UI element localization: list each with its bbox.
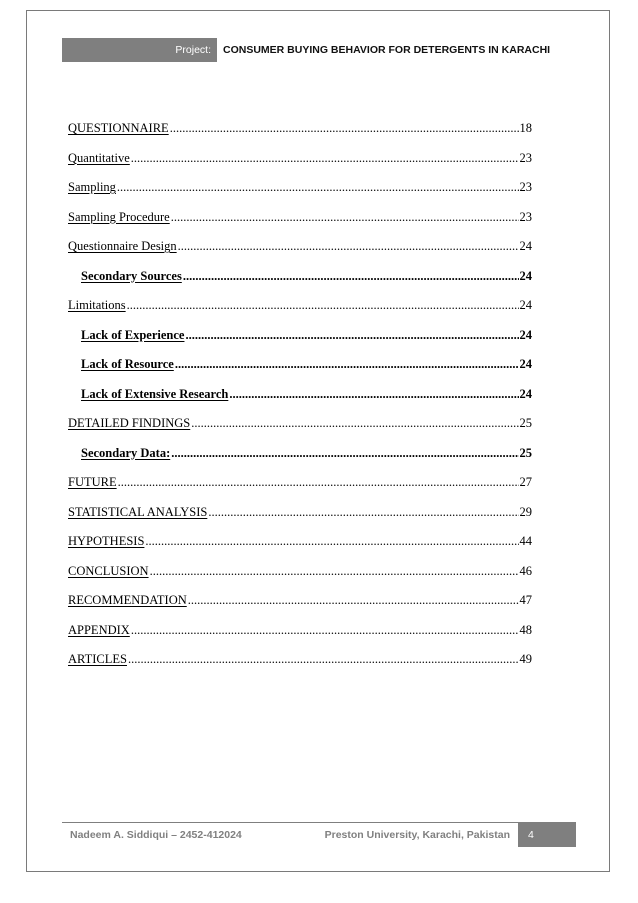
toc-entry-title[interactable]: Sampling [68, 180, 116, 194]
toc-entry-title[interactable]: STATISTICAL ANALYSIS [68, 504, 208, 519]
toc-leader-dots [150, 564, 519, 579]
toc-entry[interactable] [68, 416, 532, 446]
toc-entry[interactable] [68, 564, 532, 594]
toc-entry-title[interactable]: DETAILED FINDINGS [68, 416, 191, 430]
toc-entry-page: 24 [519, 386, 532, 401]
toc-entry-page: 23 [519, 150, 532, 165]
toc-entry[interactable] [68, 239, 532, 269]
toc-leader-dots [171, 446, 518, 461]
footer-page-number: 4 [518, 823, 576, 847]
toc-entry[interactable] [68, 623, 532, 653]
toc-entry[interactable] [68, 505, 532, 535]
toc-entry-title[interactable]: Limitations [68, 298, 126, 312]
toc-entry-page: 25 [519, 416, 532, 430]
toc-leader-dots [178, 239, 519, 254]
footer-author: Nadeem A. Siddiqui – 2452-412024 [70, 829, 242, 841]
toc-entry-page: 18 [519, 121, 532, 135]
toc-entry-page: 24 [519, 327, 532, 342]
toc-leader-dots [188, 593, 519, 608]
toc-entry-title[interactable]: Secondary Sources [81, 268, 182, 283]
toc-entry-page: 47 [519, 593, 532, 607]
toc-entry-page: 46 [519, 563, 532, 578]
toc-entry-page: 24 [519, 268, 532, 283]
toc-leader-dots [117, 180, 519, 195]
toc-leader-dots [131, 151, 519, 166]
toc-entry-title[interactable]: Lack of Experience [81, 327, 185, 342]
toc-entry-page: 49 [519, 652, 532, 666]
toc-entry-title[interactable]: APPENDIX [68, 622, 130, 637]
toc-entry-title[interactable]: Questionnaire Design [68, 239, 177, 253]
toc-entry-page: 24 [519, 357, 532, 371]
toc-leader-dots [127, 298, 519, 313]
toc-entry-title[interactable]: ARTICLES [68, 652, 127, 666]
toc-leader-dots [229, 387, 518, 402]
toc-leader-dots [145, 534, 518, 549]
toc-entry-title[interactable]: Quantitative [68, 150, 130, 165]
page-header [62, 38, 576, 62]
toc-entry[interactable] [68, 151, 532, 181]
toc-entry[interactable] [68, 328, 532, 358]
footer-institution: Preston University, Karachi, Pakistan [324, 829, 510, 841]
toc-entry[interactable] [68, 387, 532, 417]
toc-leader-dots [175, 357, 519, 372]
toc-entry[interactable] [68, 652, 532, 682]
toc-entry-page: 44 [519, 534, 532, 548]
toc-entry-page: 24 [519, 298, 532, 312]
toc-entry-page: 23 [519, 209, 532, 224]
toc-leader-dots [118, 475, 519, 490]
toc-entry-title[interactable]: QUESTIONNAIRE [68, 121, 169, 135]
toc-leader-dots [131, 623, 519, 638]
toc-entry[interactable] [68, 298, 532, 328]
toc-entry-title[interactable]: Lack of Extensive Research [81, 386, 229, 401]
toc-entry-page: 29 [519, 504, 532, 519]
toc-entry[interactable] [68, 446, 532, 476]
toc-entry[interactable] [68, 269, 532, 299]
toc-leader-dots [183, 269, 519, 284]
toc-entry-page: 25 [519, 445, 532, 460]
toc-entry-title[interactable]: Secondary Data: [81, 445, 171, 460]
toc-entry-title[interactable]: CONCLUSION [68, 563, 149, 578]
toc-entry[interactable] [68, 475, 532, 505]
toc-entry-page: 48 [519, 622, 532, 637]
toc-entry-page: 27 [519, 475, 532, 489]
toc-entry-title[interactable]: FUTURE [68, 475, 117, 489]
header-project-label: Project: [62, 38, 217, 62]
toc-leader-dots [171, 210, 519, 225]
toc-entry-title[interactable]: Lack of Resource [81, 357, 174, 371]
toc-entry[interactable] [68, 534, 532, 564]
toc-leader-dots [185, 328, 518, 343]
table-of-contents [68, 121, 532, 682]
toc-leader-dots [191, 416, 518, 431]
toc-leader-dots [128, 652, 519, 667]
toc-leader-dots [208, 505, 518, 520]
toc-entry[interactable] [68, 121, 532, 151]
toc-entry-page: 23 [519, 180, 532, 194]
toc-entry-page: 24 [519, 239, 532, 253]
toc-entry-title[interactable]: RECOMMENDATION [68, 593, 187, 607]
toc-entry-title[interactable]: HYPOTHESIS [68, 534, 145, 548]
toc-entry[interactable] [68, 180, 532, 210]
header-project-title: CONSUMER BUYING BEHAVIOR FOR DETERGENTS IN KARACHI [223, 44, 551, 56]
page-footer [62, 823, 576, 847]
toc-leader-dots [170, 121, 519, 136]
toc-entry[interactable] [68, 593, 532, 623]
toc-entry[interactable] [68, 210, 532, 240]
toc-entry[interactable] [68, 357, 532, 387]
toc-entry-title[interactable]: Sampling Procedure [68, 209, 170, 224]
